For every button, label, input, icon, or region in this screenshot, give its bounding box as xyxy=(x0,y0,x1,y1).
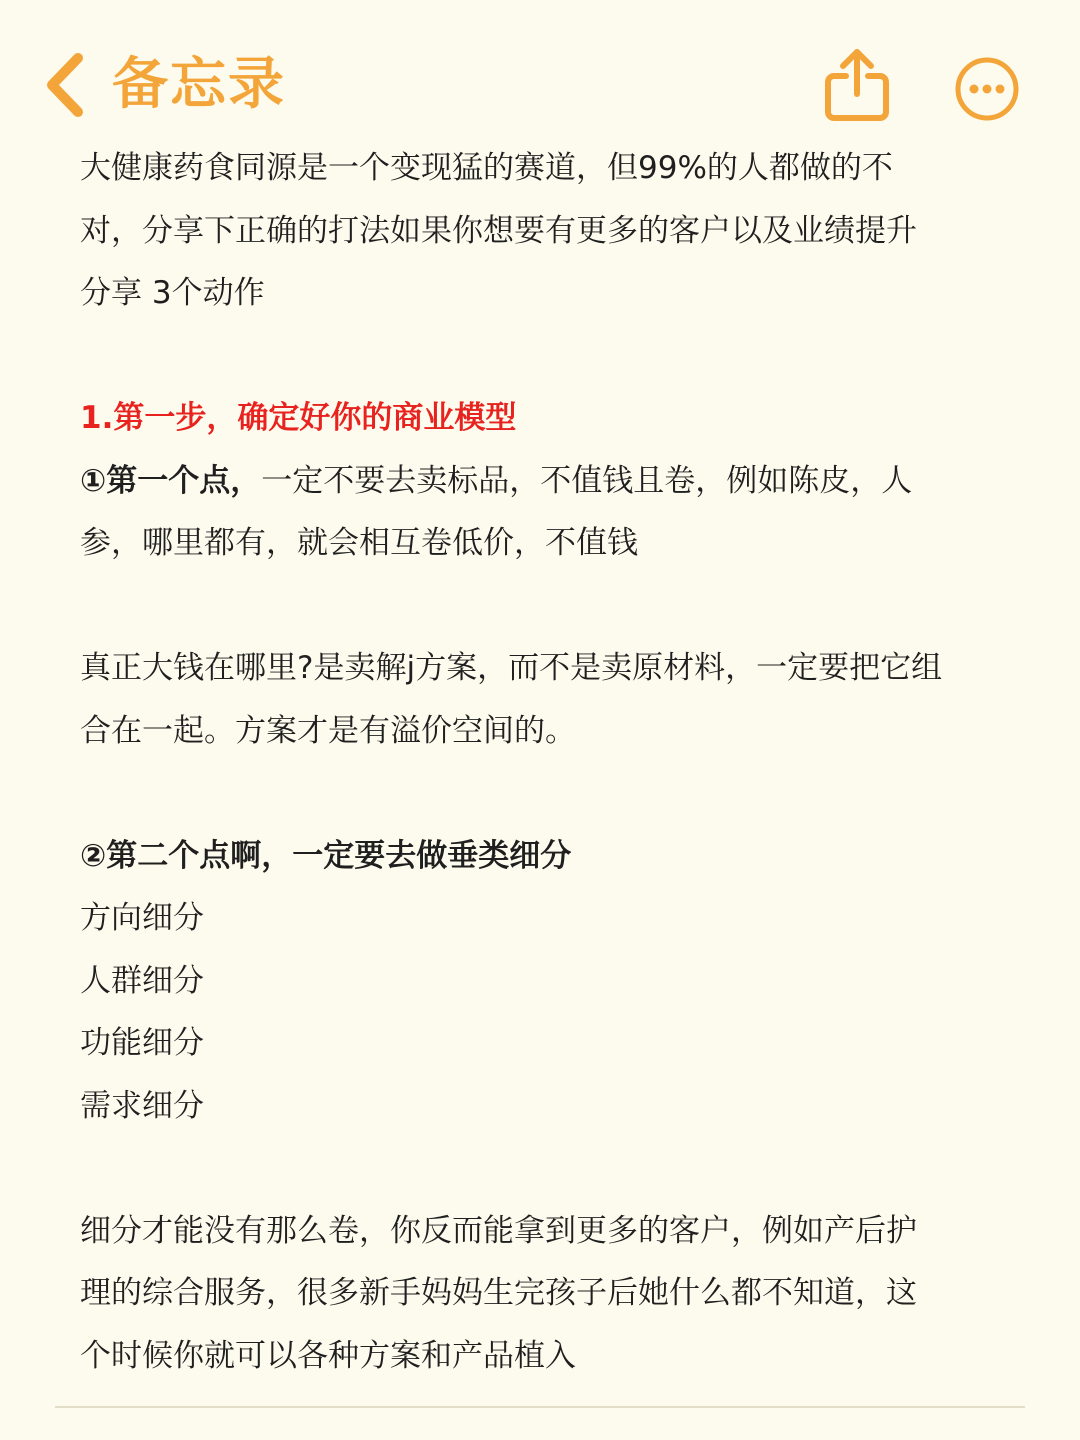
step1-heading: 1.第一步，确定好你的商业模型 xyxy=(80,400,517,436)
closing-line: 理的综合服务，很多新手妈妈生完孩子后她什么都不知道，这 xyxy=(80,1275,917,1311)
point1-line xyxy=(80,450,1020,513)
point1-line2: 参，哪里都有，就会相互卷低价，不值钱 xyxy=(80,525,638,561)
back-button[interactable] xyxy=(40,40,286,130)
point2-heading: ②第二个点啊，一定要去做垂类细分 xyxy=(80,837,572,874)
money-line: 合在一起。方案才是有溢价空间的。 xyxy=(80,712,576,749)
chevron-left-icon xyxy=(40,50,90,120)
intro-line: 分享 3个动作 xyxy=(80,275,265,311)
money-line: 真正大钱在哪里?是卖解j方案，而不是卖原材料，一定要把它组 xyxy=(80,650,943,686)
share-icon xyxy=(820,44,900,124)
segment-item: 功能细分 xyxy=(80,1025,204,1061)
intro-line: 大健康药食同源是一个变现猛的赛道，但99%的人都做的不 xyxy=(80,150,893,186)
more-options-button[interactable] xyxy=(954,56,1020,122)
note-body[interactable] xyxy=(80,137,1020,1387)
segment-item: 人群细分 xyxy=(80,962,204,999)
point1-text: 一定不要去卖标品，不值钱且卷，例如陈皮，人 xyxy=(261,462,913,499)
closing-line: 个时候你就可以各种方案和产品植入 xyxy=(80,1337,576,1374)
more-icon xyxy=(954,56,1020,122)
bottom-divider xyxy=(55,1406,1025,1408)
closing-line: 细分才能没有那么卷，你反而能拿到更多的客户，例如产后护 xyxy=(80,1212,917,1249)
navigation-bar xyxy=(0,0,1080,140)
share-button[interactable] xyxy=(820,44,900,124)
intro-line: 对，分享下正确的打法如果你想要有更多的客户以及业绩提升 xyxy=(80,212,917,249)
segment-item: 方向细分 xyxy=(80,900,204,936)
segment-item: 需求细分 xyxy=(80,1087,204,1124)
point1-bold-label: ①第一个点， xyxy=(80,462,262,499)
back-label: 备忘录 xyxy=(112,52,286,117)
